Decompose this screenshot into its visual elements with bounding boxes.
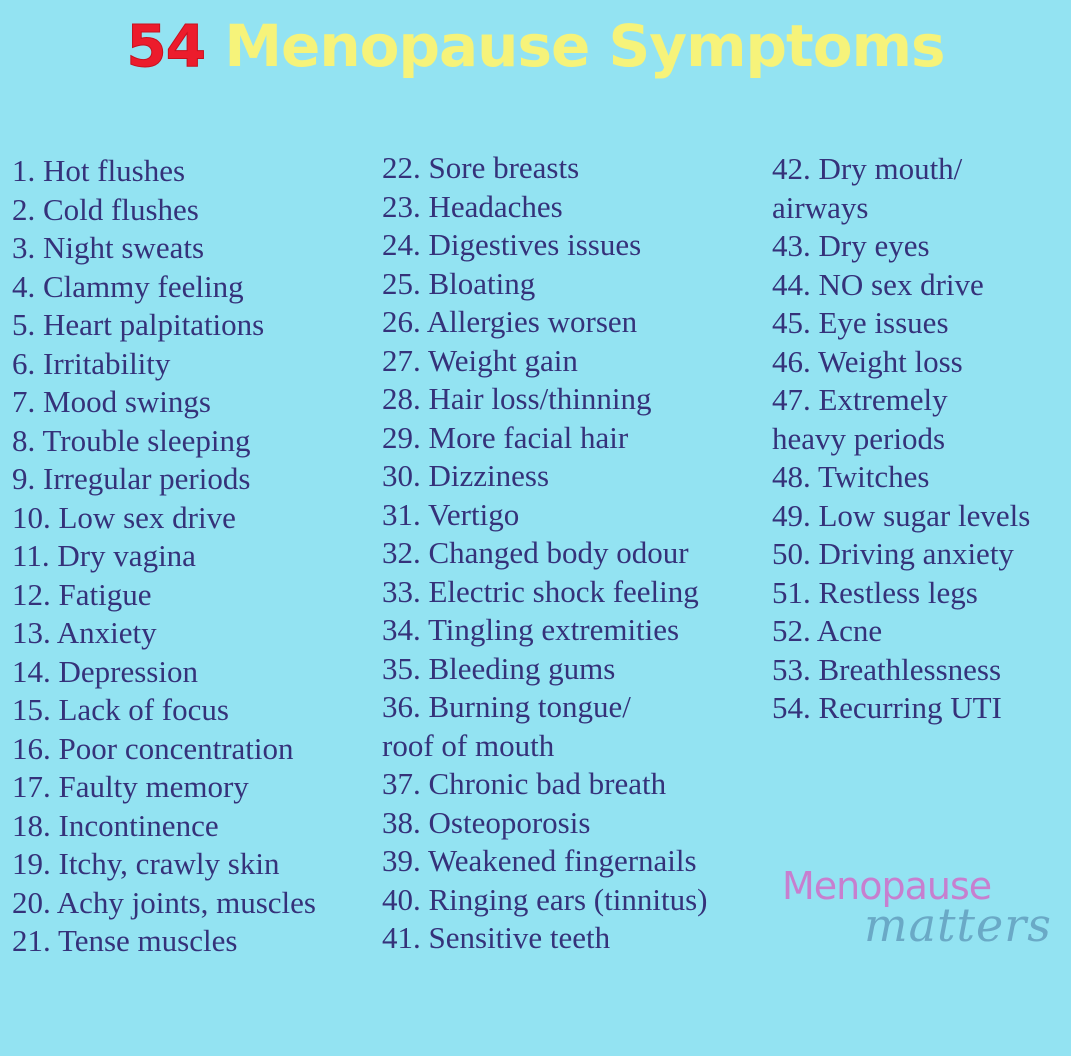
symptom-list-item: 43. Dry eyes: [772, 228, 930, 263]
symptom-column-1: [12, 152, 316, 961]
symptom-list-item: 27. Weight gain: [382, 342, 578, 378]
symptom-list-item: 30. Dizziness: [382, 458, 550, 493]
symptom-list-item: 14. Depression: [12, 653, 198, 689]
symptom-list-item: 9. Irregular periods: [12, 461, 251, 496]
title-number: 54: [126, 12, 206, 80]
symptom-list-item: 10. Low sex drive: [12, 499, 236, 535]
symptom-list-item: 18. Incontinence: [12, 807, 219, 843]
symptom-list-item: 33. Electric shock feeling: [382, 573, 699, 609]
symptom-list-item: 35. Bleeding gums: [382, 650, 616, 686]
symptom-list-item: 37. Chronic bad breath: [382, 766, 667, 801]
logo-line-2: matters: [864, 898, 1052, 952]
symptom-list-item: 17. Faulty memory: [12, 769, 249, 804]
symptom-list-item: 29. More facial hair: [382, 419, 629, 455]
symptom-list-item: 26. Allergies worsen: [382, 304, 638, 339]
symptom-list-item: heavy periods: [772, 420, 946, 456]
title-text: Menopause Symptoms: [224, 12, 945, 80]
symptom-list-item: 19. Itchy, crawly skin: [12, 846, 280, 881]
menopause-matters-logo: [782, 862, 1052, 962]
symptom-list-item: 11. Dry vagina: [12, 538, 196, 573]
symptom-list-item: 40. Ringing ears (tinnitus): [382, 881, 708, 917]
symptom-list-item: 42. Dry mouth/: [772, 151, 963, 186]
symptom-list-item: 7. Mood swings: [12, 384, 211, 419]
symptom-list-item: 2. Cold flushes: [12, 191, 199, 227]
symptom-list-item: 39. Weakened fingernails: [382, 843, 697, 878]
logo-line-1: Menopause: [782, 864, 992, 908]
symptom-list-item: 50. Driving anxiety: [772, 536, 1014, 571]
symptom-list-item: 53. Breathlessness: [772, 651, 1002, 687]
symptom-list-item: roof of mouth: [382, 727, 555, 763]
symptom-list-item: 24. Digestives issues: [382, 227, 642, 262]
symptom-list-item: 34. Tingling extremities: [382, 612, 680, 647]
symptom-list-item: 54. Recurring UTI: [772, 690, 1002, 725]
symptom-list-item: 49. Low sugar levels: [772, 497, 1031, 533]
symptom-list-item: 15. Lack of focus: [12, 692, 229, 727]
symptom-list-item: airways: [772, 189, 869, 225]
symptom-list-item: 1. Hot flushes: [12, 153, 186, 188]
symptom-list-item: 13. Anxiety: [12, 615, 157, 650]
symptom-list-item: 21. Tense muscles: [12, 923, 238, 958]
symptom-column-2: [382, 149, 707, 958]
symptom-list-item: 25. Bloating: [382, 265, 536, 301]
symptom-list-item: 52. Acne: [772, 613, 883, 648]
symptom-list-item: 51. Restless legs: [772, 574, 978, 610]
symptom-list-item: 16. Poor concentration: [12, 730, 294, 766]
symptom-list-item: 20. Achy joints, muscles: [12, 884, 316, 920]
page-title: [0, 6, 1071, 86]
symptom-list-item: 45. Eye issues: [772, 305, 949, 340]
symptom-list-item: 44. NO sex drive: [772, 266, 984, 302]
symptom-list-item: 22. Sore breasts: [382, 150, 580, 185]
symptom-list-item: 38. Osteoporosis: [382, 804, 591, 840]
symptom-list-item: 3. Night sweats: [12, 230, 205, 265]
symptom-list-item: 28. Hair loss/thinning: [382, 381, 652, 416]
symptom-list-item: 12. Fatigue: [12, 576, 152, 612]
symptom-list-item: 46. Weight loss: [772, 343, 963, 379]
symptom-list-item: 32. Changed body odour: [382, 535, 689, 570]
symptom-column-3: [772, 150, 1030, 728]
symptom-list-item: 47. Extremely: [772, 382, 948, 417]
symptom-list-item: 6. Irritability: [12, 345, 171, 381]
symptom-list-item: 4. Clammy feeling: [12, 268, 244, 304]
symptom-list-item: 41. Sensitive teeth: [382, 920, 611, 955]
symptom-list-item: 5. Heart palpitations: [12, 307, 265, 342]
symptom-list-item: 36. Burning tongue/: [382, 689, 631, 724]
symptom-list-item: 31. Vertigo: [382, 496, 520, 532]
symptom-list-item: 8. Trouble sleeping: [12, 422, 251, 458]
symptom-list-item: 48. Twitches: [772, 459, 930, 494]
symptom-list-item: 23. Headaches: [382, 188, 563, 224]
